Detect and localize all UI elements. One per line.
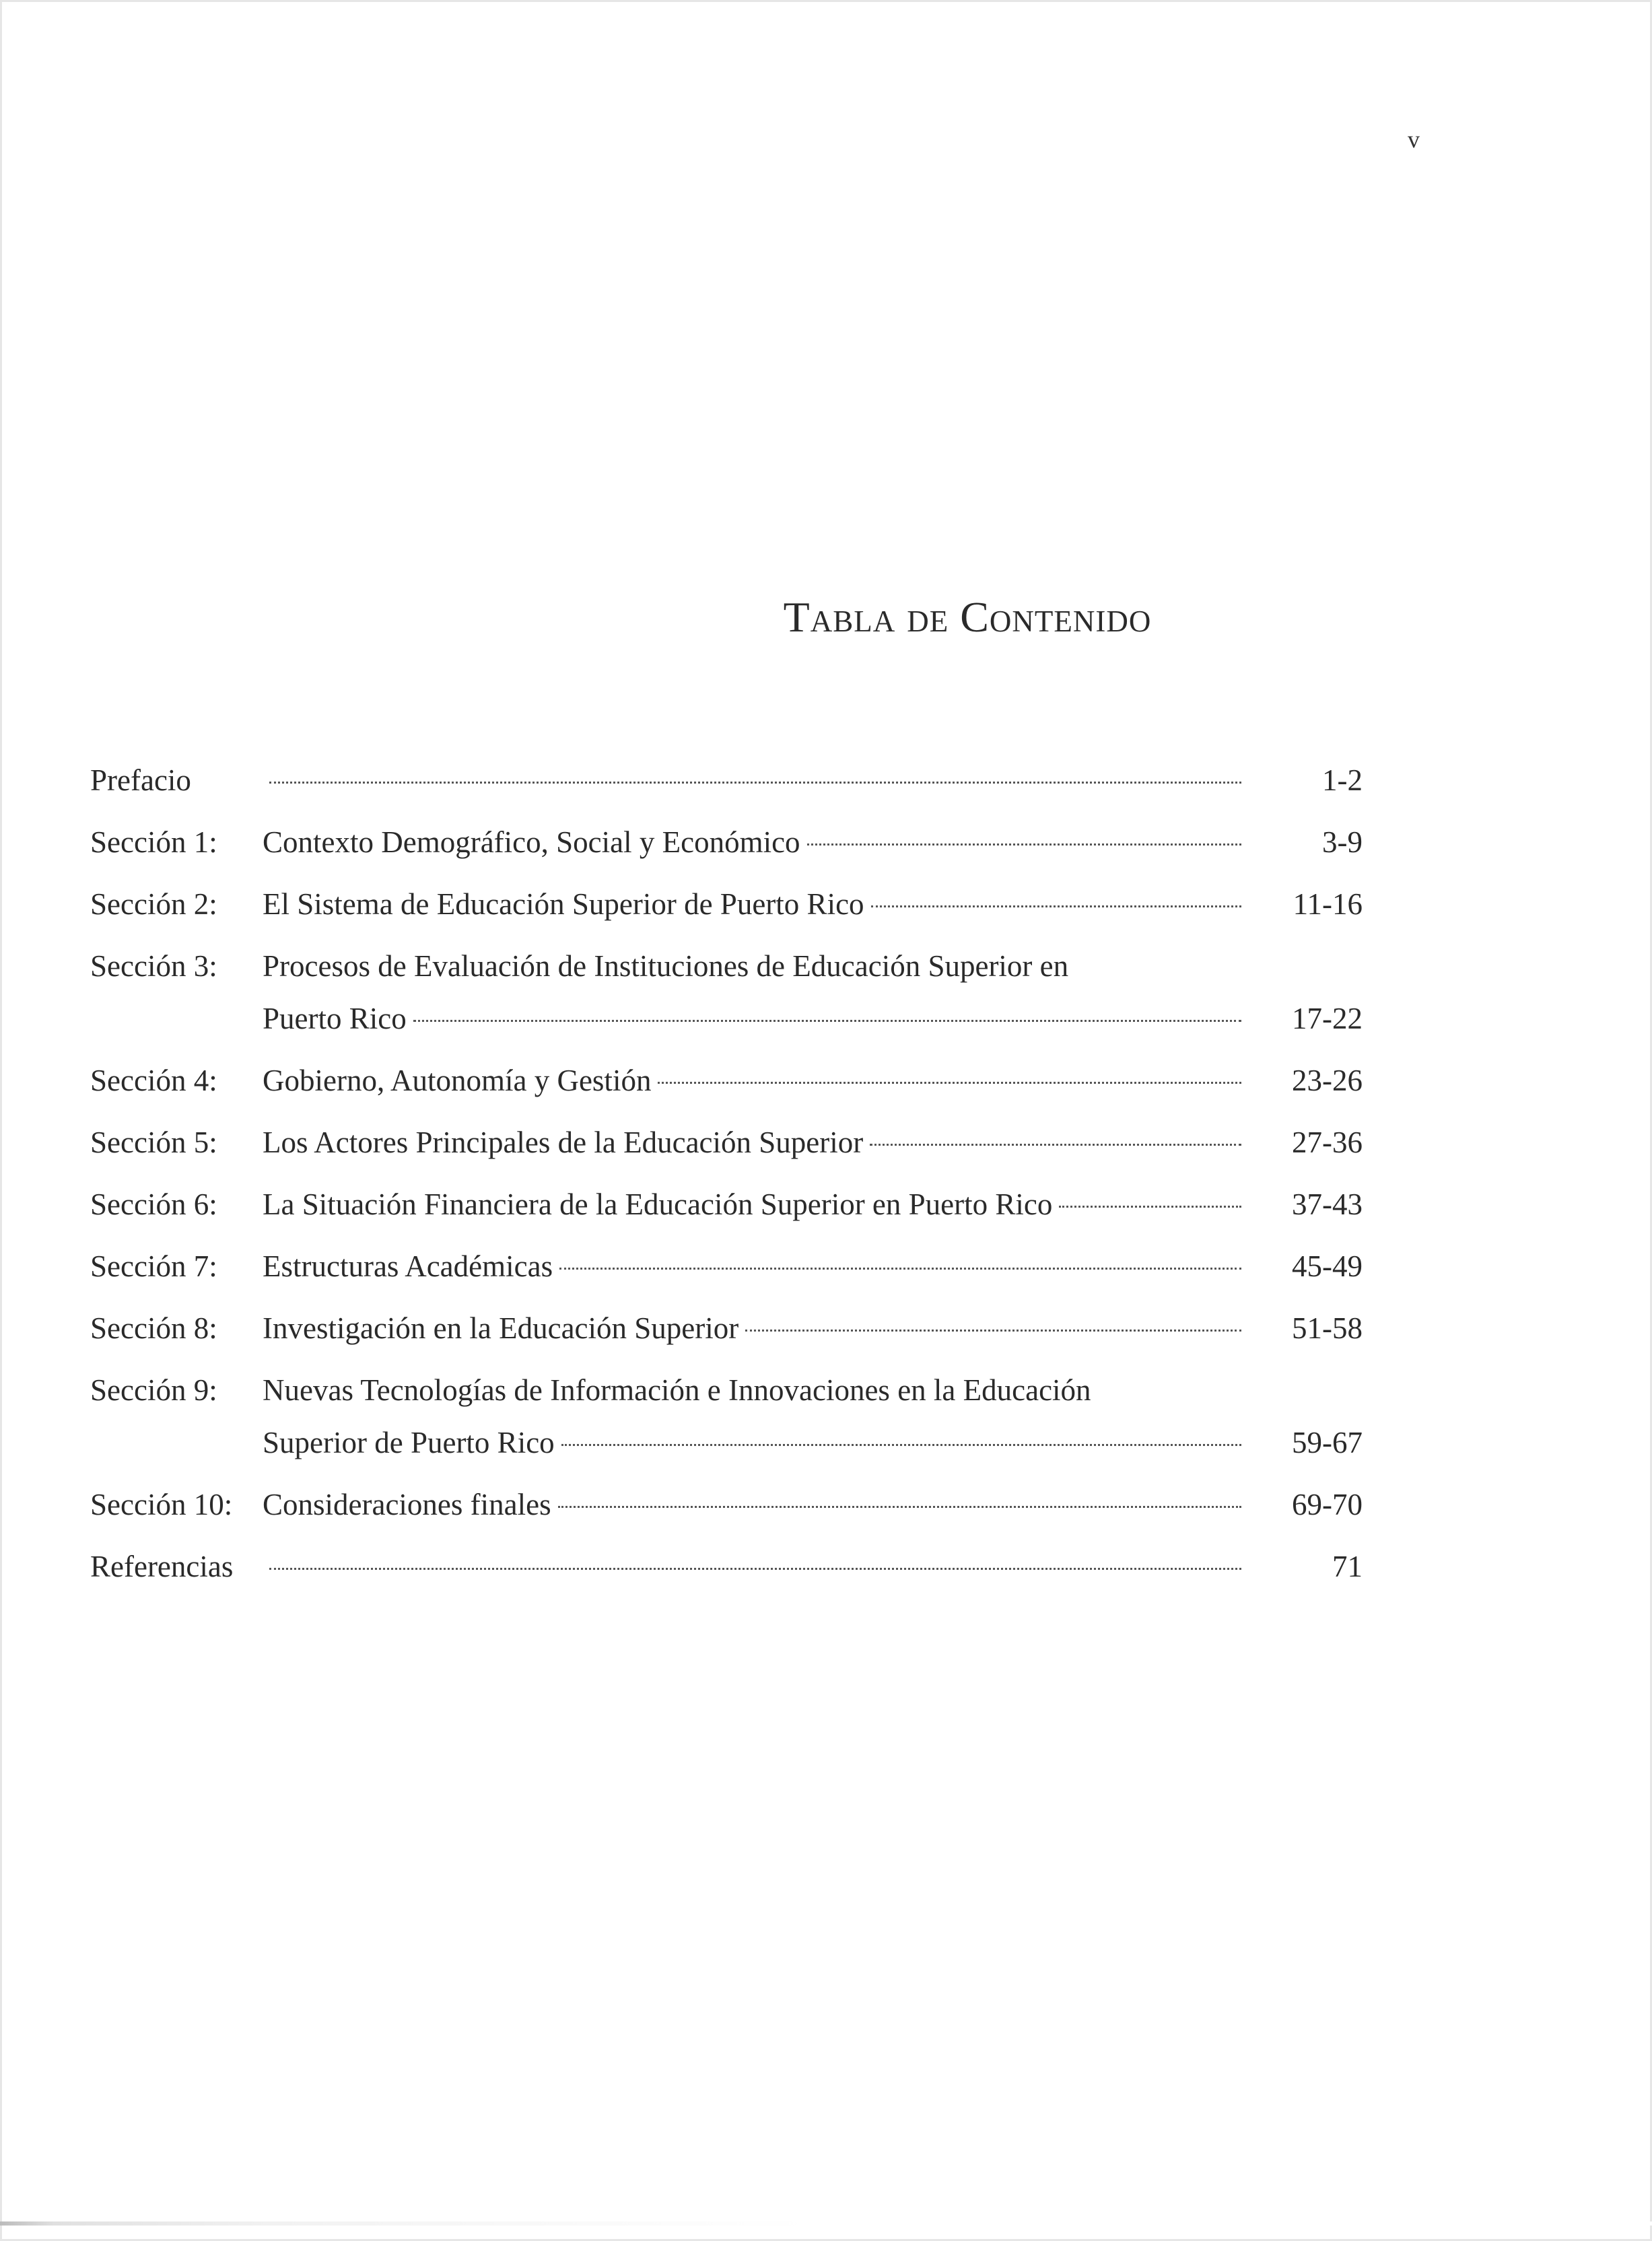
toc-entry-label: Prefacio [90, 763, 191, 797]
dot-leader [269, 782, 1241, 784]
dot-leader [1059, 1206, 1241, 1208]
dot-leader [561, 1444, 1241, 1446]
toc-entry-line [263, 1478, 1363, 1531]
dot-leader [745, 1330, 1241, 1332]
dot-leader [658, 1082, 1241, 1084]
toc-entry-line [263, 1116, 1363, 1169]
toc-entry[interactable] [90, 1178, 1363, 1231]
toc-entry-line [263, 1364, 1363, 1416]
toc-entry-label: Sección 3: [90, 949, 217, 983]
toc-entry-title: El Sistema de Educación Superior de Puerto Rico [263, 887, 864, 921]
toc-entry-label: Sección 8: [90, 1311, 217, 1345]
toc-entry-body [263, 754, 1363, 806]
toc-entry-pages: 3-9 [1322, 825, 1363, 859]
toc-entry-pages: 1-2 [1322, 763, 1363, 797]
toc-entry-label: Sección 7: [90, 1249, 217, 1283]
toc-entry-label: Sección 1: [90, 825, 217, 859]
toc-entry-body [263, 1364, 1363, 1469]
toc-entry[interactable] [90, 816, 1363, 868]
toc-entry-body [263, 1240, 1363, 1292]
dot-leader [870, 1144, 1241, 1146]
dot-leader [269, 1568, 1241, 1570]
toc-entry-pages: 69-70 [1292, 1488, 1363, 1521]
toc-entry[interactable] [90, 1540, 1363, 1593]
toc-entry-title: Procesos de Evaluación de Instituciones de Educación Superior en [263, 949, 1069, 983]
toc-entry-line [263, 1416, 1363, 1469]
dot-leader [807, 843, 1241, 846]
toc-entry-line [263, 1054, 1363, 1107]
toc-entry-label: Sección 6: [90, 1187, 217, 1221]
toc-entry[interactable] [90, 1302, 1363, 1354]
toc-entry-title: Puerto Rico [263, 1002, 407, 1035]
toc-entry-label: Sección 10: [90, 1488, 233, 1521]
toc-entry-line [263, 940, 1363, 992]
toc-title: Tabla de Contenido [783, 593, 1152, 641]
toc-entry-pages: 17-22 [1292, 1002, 1363, 1035]
toc-entry[interactable] [90, 1116, 1363, 1169]
toc-entry-label: Sección 5: [90, 1126, 217, 1159]
toc-entry-label: Sección 2: [90, 887, 217, 921]
toc-entry[interactable] [90, 754, 1363, 806]
toc-entry-line [263, 878, 1363, 930]
toc-entry-body [263, 1116, 1363, 1169]
toc-entry-body [263, 1054, 1363, 1107]
toc-entry-title: Contexto Demográfico, Social y Económico [263, 825, 800, 859]
toc-entry[interactable] [90, 940, 1363, 1045]
toc-entry-title: Investigación en la Educación Superior [263, 1311, 739, 1345]
toc-entry-body [263, 1302, 1363, 1354]
toc-entry-title: Los Actores Principales de la Educación Superior [263, 1126, 864, 1159]
toc-entry-line [263, 1178, 1363, 1231]
dot-leader [871, 905, 1241, 907]
toc-entry-title: Estructuras Académicas [263, 1249, 553, 1283]
toc-entry-pages: 71 [1332, 1550, 1363, 1583]
toc-entry-line [263, 816, 1363, 868]
toc-entry[interactable] [90, 878, 1363, 930]
toc-entry-pages: 37-43 [1292, 1187, 1363, 1221]
toc-entry-pages: 45-49 [1292, 1249, 1363, 1283]
toc-entry-line [263, 1302, 1363, 1354]
toc-entry-body [263, 878, 1363, 930]
toc-entry-body [263, 1540, 1363, 1593]
toc-entry[interactable] [90, 1240, 1363, 1292]
toc-entry-pages: 23-26 [1292, 1064, 1363, 1097]
toc-entry[interactable] [90, 1478, 1363, 1531]
toc-entry-pages: 59-67 [1292, 1426, 1363, 1459]
page-number: v [1408, 126, 1420, 153]
toc-entry-line [263, 1540, 1363, 1593]
toc-entry-title: Gobierno, Autonomía y Gestión [263, 1064, 652, 1097]
dot-leader [413, 1020, 1241, 1022]
toc-entry-title: La Situación Financiera de la Educación Superior en Puerto Rico [263, 1187, 1053, 1221]
toc-entry[interactable] [90, 1364, 1363, 1469]
dot-leader [558, 1506, 1241, 1508]
toc-entry-body [263, 940, 1363, 1045]
scan-edge-mark [0, 2221, 1652, 2226]
toc-entry-title: Consideraciones finales [263, 1488, 551, 1521]
toc-entry-pages: 51-58 [1292, 1311, 1363, 1345]
toc-entry-body [263, 816, 1363, 868]
toc-entry-label: Sección 4: [90, 1064, 217, 1097]
toc-entry-line [263, 1240, 1363, 1292]
toc-entry-pages: 27-36 [1292, 1126, 1363, 1159]
toc-entry-title: Superior de Puerto Rico [263, 1426, 555, 1459]
toc-entry-line [263, 754, 1363, 806]
toc-entry-pages: 11-16 [1293, 887, 1363, 921]
toc-entry-body [263, 1478, 1363, 1531]
table-of-contents [90, 754, 1363, 1602]
toc-entry-body [263, 1178, 1363, 1231]
dot-leader [559, 1268, 1241, 1270]
toc-entry-label: Sección 9: [90, 1373, 217, 1407]
toc-entry-line [263, 992, 1363, 1045]
toc-entry-title: Nuevas Tecnologías de Información e Innovaciones en la Educación [263, 1373, 1091, 1407]
toc-entry-label: Referencias [90, 1550, 234, 1583]
toc-entry[interactable] [90, 1054, 1363, 1107]
